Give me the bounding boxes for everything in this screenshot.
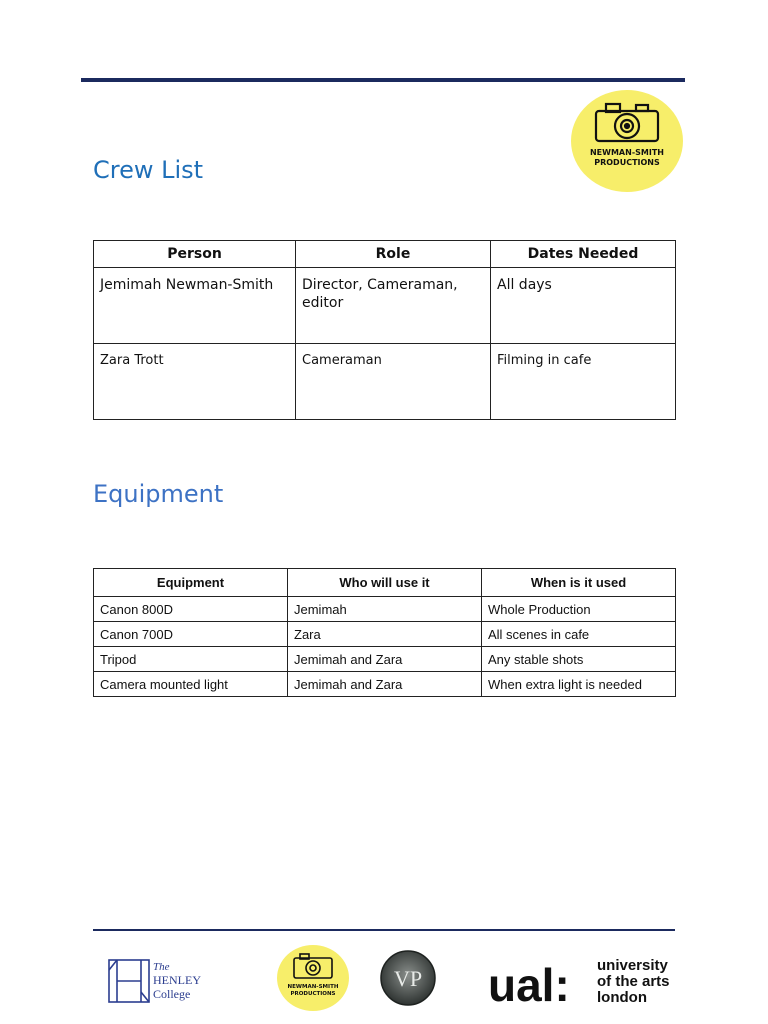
table-cell: All scenes in cafe: [482, 622, 676, 647]
table-row: [94, 672, 676, 697]
table-cell: Jemimah: [288, 597, 482, 622]
henley-college-logo: [108, 958, 208, 1004]
table-cell: Canon 800D: [94, 597, 288, 622]
newman-smith-logo-small: [276, 944, 350, 1012]
svg-text:The: The: [153, 961, 170, 973]
crew-table: [93, 240, 676, 420]
svg-text:PRODUCTIONS: PRODUCTIONS: [290, 991, 336, 997]
table-cell: Jemimah and Zara: [288, 647, 482, 672]
svg-text:NEWMAN-SMITH: NEWMAN-SMITH: [287, 984, 339, 990]
column-header: Person: [94, 241, 296, 268]
table-cell: Jemimah and Zara: [288, 672, 482, 697]
crew-list-title: Crew List: [93, 156, 204, 184]
svg-text:HENLEY: HENLEY: [153, 973, 201, 987]
table-cell: Zara Trott: [94, 344, 296, 420]
column-header: Role: [296, 241, 491, 268]
table-cell: Canon 700D: [94, 622, 288, 647]
footer-rule: [93, 929, 675, 931]
table-cell: Camera mounted light: [94, 672, 288, 697]
equipment-table: [93, 568, 676, 697]
table-header-row: [94, 569, 676, 597]
column-header: Equipment: [94, 569, 288, 597]
table-row: [94, 344, 676, 420]
svg-text:university: university: [597, 957, 668, 974]
table-cell: All days: [491, 268, 676, 344]
svg-text:VP: VP: [393, 966, 423, 991]
ual-logo: [488, 955, 676, 1007]
svg-text:ual:: ual:: [488, 959, 570, 1007]
table-cell: Director, Cameraman, editor: [296, 268, 491, 344]
equipment-title: Equipment: [93, 480, 224, 508]
table-row: [94, 268, 676, 344]
table-cell: Whole Production: [482, 597, 676, 622]
column-header: When is it used: [482, 569, 676, 597]
svg-text:PRODUCTIONS: PRODUCTIONS: [594, 158, 660, 167]
column-header: Dates Needed: [491, 241, 676, 268]
top-rule: [81, 78, 685, 82]
table-row: [94, 622, 676, 647]
table-cell: Cameraman: [296, 344, 491, 420]
table-header-row: [94, 241, 676, 268]
table-cell: Filming in cafe: [491, 344, 676, 420]
table-cell: Any stable shots: [482, 647, 676, 672]
newman-smith-logo: [570, 89, 684, 193]
svg-text:of the arts: of the arts: [597, 973, 670, 990]
table-cell: Tripod: [94, 647, 288, 672]
svg-text:NEWMAN-SMITH: NEWMAN-SMITH: [589, 148, 665, 157]
table-cell: Jemimah Newman-Smith: [94, 268, 296, 344]
table-row: [94, 597, 676, 622]
table-cell: Zara: [288, 622, 482, 647]
table-cell: When extra light is needed: [482, 672, 676, 697]
svg-text:College: College: [153, 987, 191, 1001]
table-row: [94, 647, 676, 672]
vp-logo: [379, 950, 437, 1006]
svg-text:london: london: [597, 989, 647, 1006]
column-header: Who will use it: [288, 569, 482, 597]
